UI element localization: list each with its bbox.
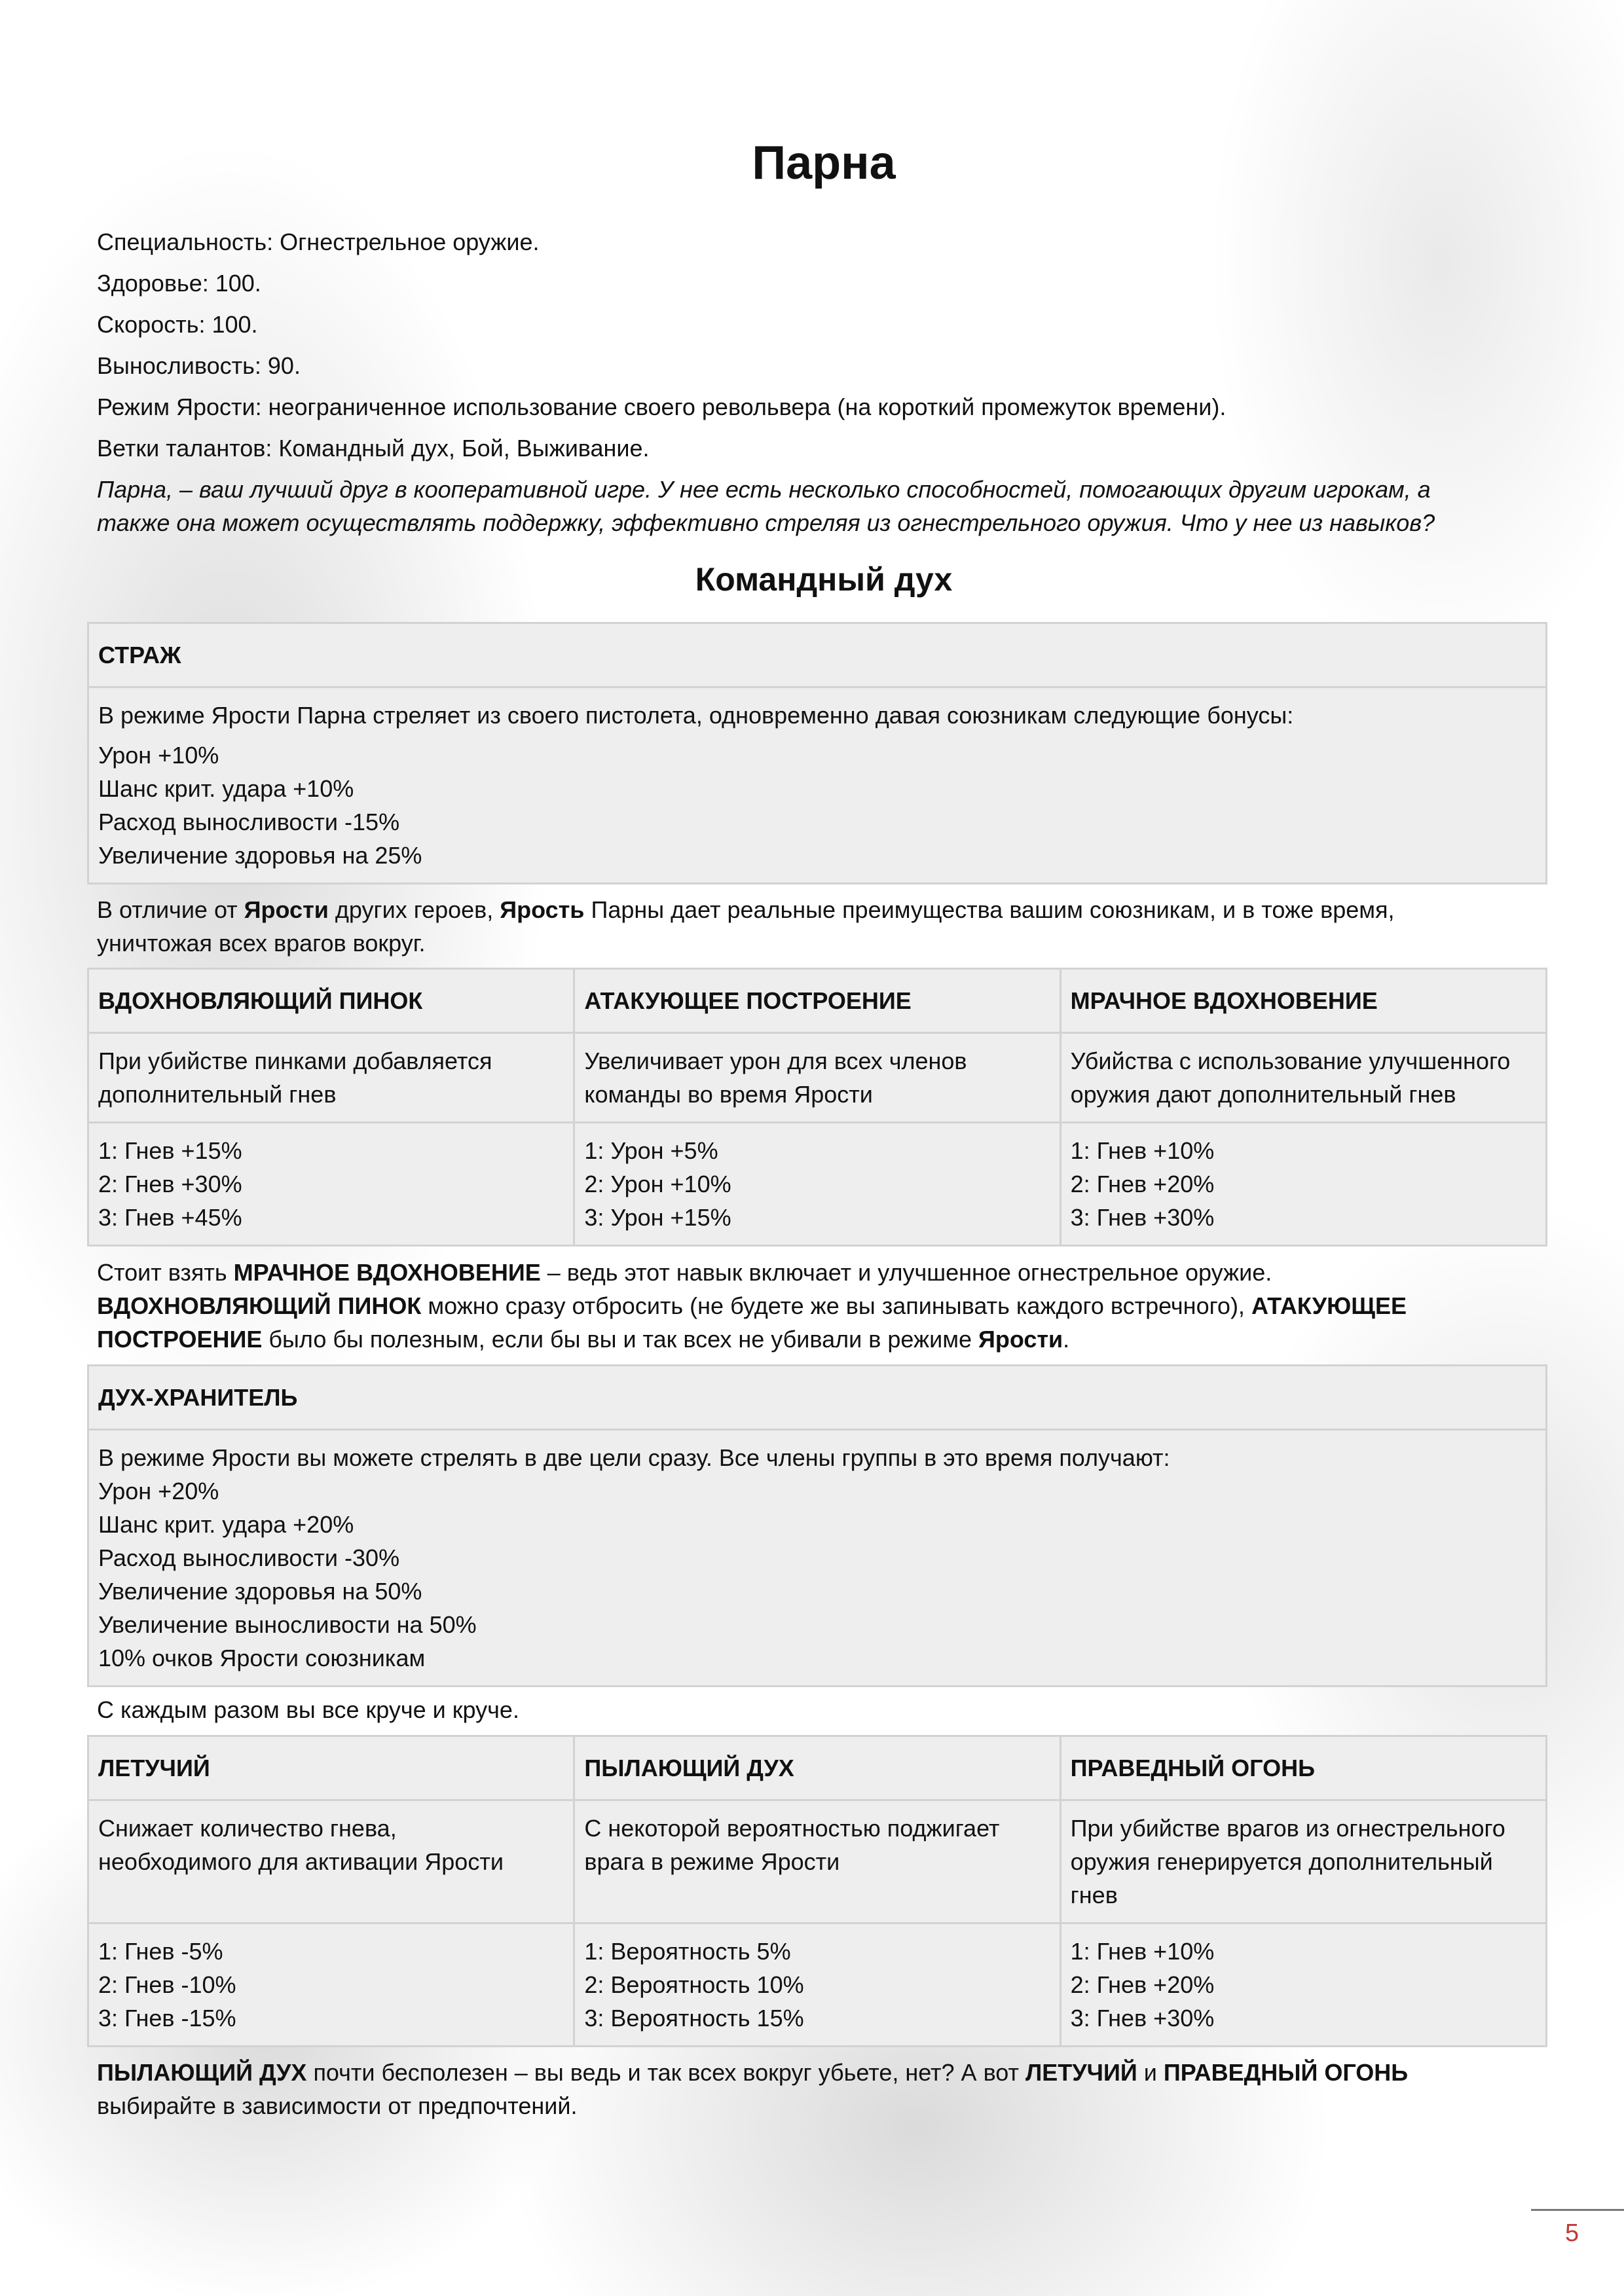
skill-name: ВДОХНОВЛЯЮЩИЙ ПИНОК	[88, 969, 574, 1033]
skill-description: При убийстве пинками добавляется дополнительный гнев	[88, 1033, 574, 1123]
intro-paragraph	[97, 473, 1557, 539]
skill-levels: 1: Урон +5% 2: Урон +10% 3: Урон +15%	[574, 1123, 1060, 1246]
skill-description: Убийства с использование улучшенного оружия дают дополнительный гнев	[1060, 1033, 1546, 1123]
skill-description: С некоторой вероятностью поджигает врага в режиме Ярости	[574, 1800, 1060, 1923]
bonus-item: Увеличение выносливости на 50%	[98, 1611, 477, 1638]
skill-description: Увеличивает урон для всех членов команды во время Ярости	[574, 1033, 1060, 1123]
page-title: Парна	[752, 137, 896, 189]
page-number: 5	[1565, 2219, 1579, 2247]
comment-paragraph-1: В отличие от Ярости других героев, Ярость Парны дает реальные преимущества вашим союзникам, и в тоже время, уничтожая всех врагов вокруг.	[97, 896, 1395, 957]
comment-paragraph-3: С каждым разом вы все круче и круче.	[97, 1696, 519, 1723]
skill-table-tier1	[87, 968, 1547, 1247]
skill-name: ЛЕТУЧИЙ	[88, 1736, 574, 1800]
skill-description: В режиме Ярости вы можете стрелять в две цели сразу. Все члены группы в это время получают:	[98, 1444, 1170, 1471]
bonus-item: Расход выносливости -30%	[98, 1544, 400, 1571]
bonus-item: 10% очков Ярости союзникам	[98, 1645, 426, 1671]
skill-levels: 1: Гнев -5% 2: Гнев -10% 3: Гнев -15%	[88, 1923, 574, 2047]
bonus-item: Расход выносливости -15%	[98, 809, 400, 835]
comment-paragraph-4: ПЫЛАЮЩИЙ ДУХ почти бесполезен – вы ведь и так всех вокруг убьете, нет? А вот ЛЕТУЧИЙ и ПРАВЕДНЫЙ ОГОНЬ выбирайте в зависимости от предпочтений.	[97, 2059, 1409, 2119]
stat-health: Здоровье: 100.	[97, 270, 261, 297]
skill-levels: 1: Вероятность 5% 2: Вероятность 10% 3: Вероятность 15%	[574, 1923, 1060, 2047]
section-title: Командный дух	[695, 561, 953, 598]
skill-name: ПЫЛАЮЩИЙ ДУХ	[574, 1736, 1060, 1800]
skill-name: СТРАЖ	[88, 623, 1547, 687]
skill-name: ПРАВЕДНЫЙ ОГОНЬ	[1060, 1736, 1546, 1800]
bonus-item: Шанс крит. удара +20%	[98, 1511, 354, 1538]
bonus-item: Урон +20%	[98, 1478, 219, 1504]
stat-rage-mode: Режим Ярости: неограниченное использование своего револьвера (на короткий промежуток времени).	[97, 393, 1227, 420]
skill-name: ДУХ-ХРАНИТЕЛЬ	[88, 1366, 1547, 1430]
bonus-item: Увеличение здоровья на 50%	[98, 1578, 422, 1605]
intro-line: Парна, – ваш лучший друг в кооперативной игре. У нее есть несколько способностей, помогающих другим игрокам, а	[97, 476, 1431, 503]
skill-levels: 1: Гнев +15% 2: Гнев +30% 3: Гнев +45%	[88, 1123, 574, 1246]
skill-name: МРАЧНОЕ ВДОХНОВЕНИЕ	[1060, 969, 1546, 1033]
stat-specialty: Специальность: Огнестрельное оружие.	[97, 228, 540, 255]
skill-body	[88, 1430, 1547, 1686]
skill-description: Снижает количество гнева, необходимого для активации Ярости	[88, 1800, 574, 1923]
intro-line: также она может осуществлять поддержку, эффективно стреляя из огнестрельного оружия. Что у нее из навыков?	[97, 509, 1435, 536]
bonus-item: Урон +10%	[98, 742, 219, 769]
stat-speed: Скорость: 100.	[97, 311, 258, 338]
skill-table-tier2	[87, 1735, 1547, 2047]
skill-levels: 1: Гнев +10% 2: Гнев +20% 3: Гнев +30%	[1060, 1923, 1546, 2047]
stat-talent-trees: Ветки талантов: Командный дух, Бой, Выживание.	[97, 435, 650, 462]
comment-paragraph-2: Стоит взять МРАЧНОЕ ВДОХНОВЕНИЕ – ведь этот навык включает и улучшенное огнестрельное оружие. ВДОХНОВЛЯЮЩИЙ ПИНОК можно сразу отбросить (не будете же вы запинывать каждого встречного), АТАКУЮЩЕЕ ПОСТРОЕНИЕ было бы полезным, если бы вы и так всех не убивали в режиме Ярости.	[97, 1259, 1407, 1353]
skill-box-guardian	[87, 622, 1547, 884]
skill-description: При убийстве врагов из огнестрельного оружия генерируется дополнительный гнев	[1060, 1800, 1546, 1923]
stat-stamina: Выносливость: 90.	[97, 352, 301, 379]
skill-name: АТАКУЮЩЕЕ ПОСТРОЕНИЕ	[574, 969, 1060, 1033]
skill-levels: 1: Гнев +10% 2: Гнев +20% 3: Гнев +30%	[1060, 1123, 1546, 1246]
skill-description: В режиме Ярости Парна стреляет из своего пистолета, одновременно давая союзникам следующие бонусы:	[98, 702, 1294, 729]
bonus-item: Увеличение здоровья на 25%	[98, 842, 422, 869]
skill-body	[88, 687, 1547, 884]
skill-box-guardian-spirit	[87, 1364, 1547, 1687]
bonus-item: Шанс крит. удара +10%	[98, 775, 354, 802]
footer-divider	[1531, 2209, 1624, 2211]
